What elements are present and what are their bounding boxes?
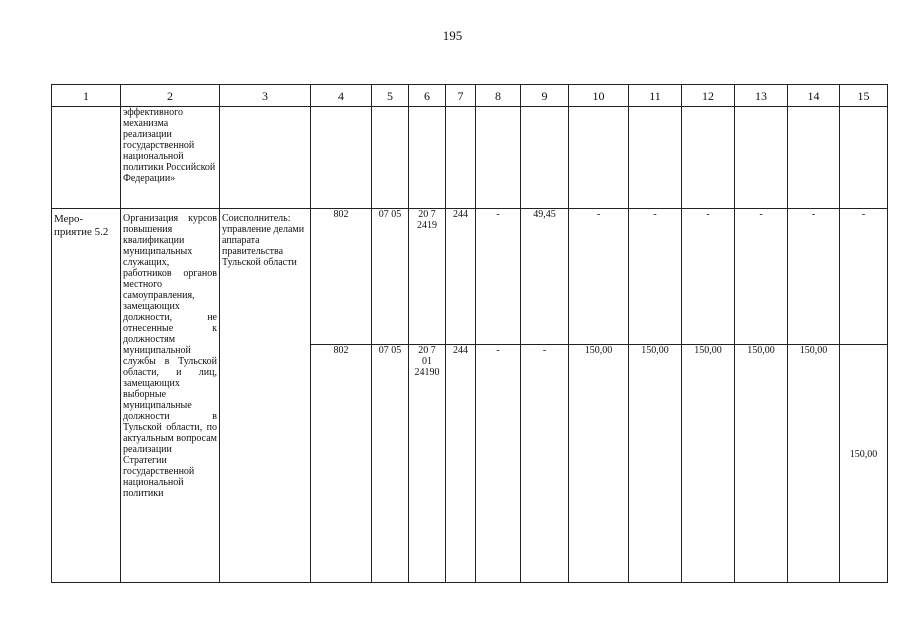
value-cell: - [735,209,788,345]
executor-cell: Соисполнитель: управление делами аппарата правительства Тульской области [220,209,311,583]
code-cell: 802 [311,345,372,583]
value-cell: 150,00 [629,345,682,583]
header-cell: 15 [840,85,888,107]
header-cell: 13 [735,85,788,107]
target-article-cell [409,345,446,583]
header-cell: 14 [788,85,840,107]
code-cell: 802 [311,209,372,345]
value-cell: - [521,345,569,583]
empty-cell [735,107,788,209]
section-cell: 07 05 [372,209,409,345]
value-cell: 150,00 [840,345,888,583]
header-cell: 6 [409,85,446,107]
empty-cell [446,107,476,209]
value-cell: - [569,209,629,345]
goal-continuation-cell: эффективного механизма реализации государственной национальной политики Российской Федерации» [121,107,220,209]
header-cell: 9 [521,85,569,107]
value-cell: 150,00 [682,345,735,583]
header-cell: 3 [220,85,311,107]
section-cell: 07 05 [372,345,409,583]
page-number: 195 [442,28,463,43]
value-cell: 150,00 [735,345,788,583]
value-cell: - [629,209,682,345]
expense-type-cell: 244 [446,209,476,345]
measure-label-cell: Меро-приятие 5.2 [52,209,121,583]
target-article-line: 2419 [417,220,437,231]
measure-description-cell: Организация курсов повышения квалификации муниципальных служащих, работников органов местного самоуправления, замещающих должности, не отнесенные к должностям муниципальной службы в Тульской области, и лиц, замещающих выборные муниципальные должности в Тульской области, по актуальным вопросам реализации Стратегии государственной национальной политики [121,209,220,583]
value-cell: 150,00 [569,345,629,583]
header-cell: 8 [476,85,521,107]
empty-cell [311,107,372,209]
value-cell: 49,45 [521,209,569,345]
empty-cell [409,107,446,209]
table-row [52,107,888,209]
empty-cell [788,107,840,209]
target-article-line: 24190 [414,367,440,378]
empty-cell [476,107,521,209]
header-cell: 4 [311,85,372,107]
target-article-line: 20 7 [418,345,436,356]
value-cell: - [682,209,735,345]
target-article-cell [409,209,446,345]
value-cell: - [788,209,840,345]
expense-type-cell: 244 [446,345,476,583]
value-cell: - [840,209,888,345]
empty-cell [682,107,735,209]
value-cell: - [476,345,521,583]
header-cell: 2 [121,85,220,107]
empty-cell [372,107,409,209]
table-row [52,209,888,345]
value-cell: - [476,209,521,345]
header-cell: 10 [569,85,629,107]
empty-cell [569,107,629,209]
header-cell: 12 [682,85,735,107]
target-article-line: 20 7 [418,209,436,220]
header-cell: 7 [446,85,476,107]
empty-cell [629,107,682,209]
empty-cell [840,107,888,209]
empty-cell [52,107,121,209]
header-row [52,85,888,107]
target-article-line: 01 [422,356,432,367]
header-cell: 5 [372,85,409,107]
budget-table [51,84,888,583]
header-cell: 11 [629,85,682,107]
value-cell: 150,00 [788,345,840,583]
empty-cell [220,107,311,209]
empty-cell [521,107,569,209]
header-cell: 1 [52,85,121,107]
